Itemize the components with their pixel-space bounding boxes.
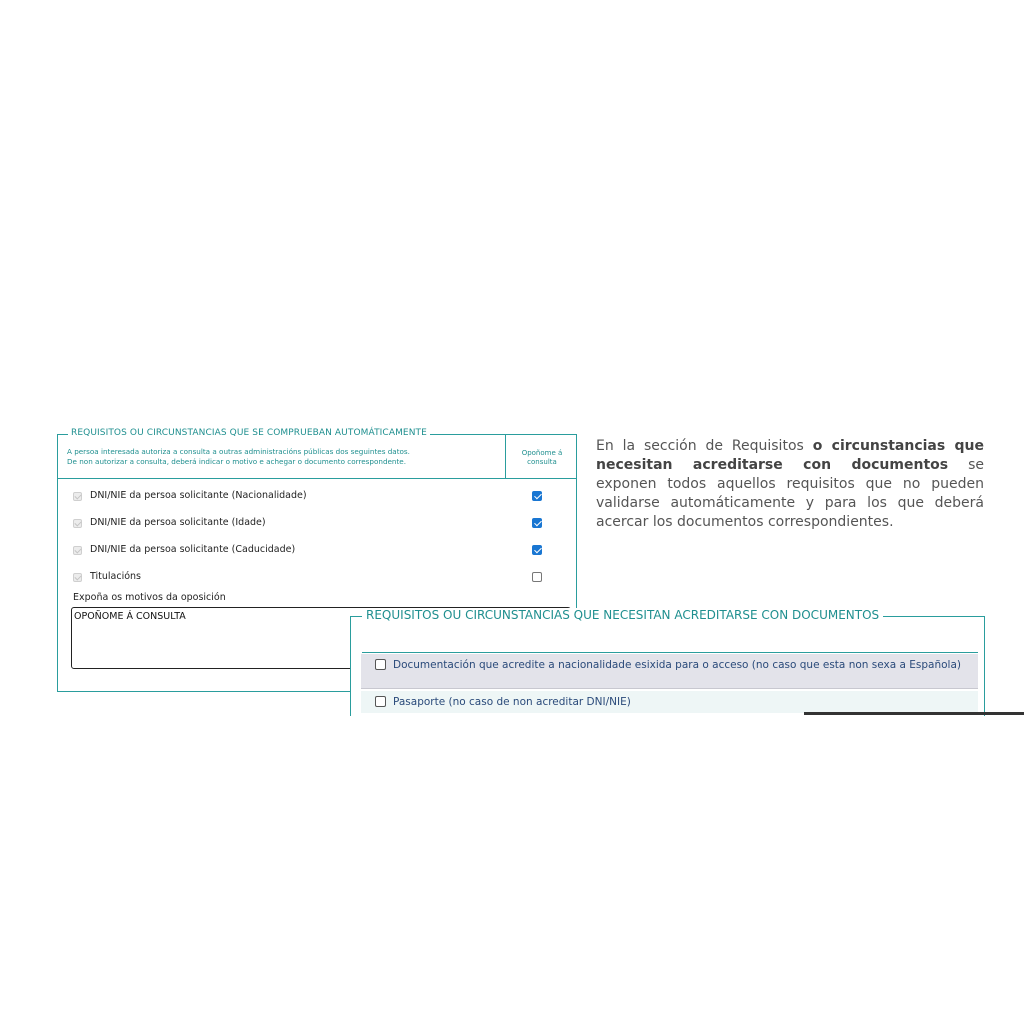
reasons-label: Expoña os motivos da oposición xyxy=(73,592,226,603)
doc-item-nationality[interactable] xyxy=(361,654,978,689)
disabled-checkbox xyxy=(73,573,82,582)
oppose-checkbox-expiry[interactable] xyxy=(532,545,542,555)
oppose-checkbox-qualifications[interactable] xyxy=(532,572,542,582)
doc-checkbox[interactable] xyxy=(375,659,386,670)
explanation-bold: o circunstancias que necesitan acreditarse con documentos xyxy=(596,438,984,473)
auto-row-expiry xyxy=(58,542,576,562)
docs-requirements-legend: REQUISITOS OU CIRCUNSTANCIAS QUE NECESITAN ACREDITARSE CON DOCUMENTOS xyxy=(362,608,883,622)
auto-row-qualifications xyxy=(58,569,576,589)
docs-requirements-panel xyxy=(350,608,985,716)
panel-border xyxy=(350,616,351,716)
oppose-checkbox-nationality[interactable] xyxy=(532,491,542,501)
auto-requirements-intro xyxy=(67,447,507,467)
auto-requirements-header xyxy=(58,435,576,479)
panel-border xyxy=(984,616,985,716)
oppose-checkbox-age[interactable] xyxy=(532,518,542,528)
auto-row-age xyxy=(58,515,576,535)
doc-item-label: Documentación que acredite a nacionalidade esixida para o acceso (no caso que esta non sexa a Española) xyxy=(393,659,961,671)
doc-item-passport[interactable] xyxy=(361,691,978,713)
auto-row-label: DNI/NIE da persoa solicitante (Idade) xyxy=(90,517,266,528)
auto-requirements-legend: REQUISITOS OU CIRCUNSTANCIAS QUE SE COMPRUEBAN AUTOMÁTICAMENTE xyxy=(68,428,430,438)
oppose-column-header: Opoñome á consulta xyxy=(521,449,563,466)
disabled-checkbox xyxy=(73,519,82,528)
auto-row-label: Titulacións xyxy=(90,571,142,582)
disabled-checkbox xyxy=(73,546,82,555)
auto-row-label: DNI/NIE da persoa solicitante (Caducidade) xyxy=(90,544,296,555)
reasons-textarea[interactable]: OPOÑOME Á CONSULTA xyxy=(71,607,571,669)
explanation-text-1: En la sección de Requisitos xyxy=(596,438,813,454)
doc-item-label: Pasaporte (no caso de non acreditar DNI/NIE) xyxy=(393,696,631,708)
intro-line-1: A persoa interesada autoriza a consulta a outras administracións públicas dos seguintes datos. xyxy=(67,447,410,456)
intro-line-2: De non autorizar a consulta, deberá indicar o motivo e achegar o documento correspondente. xyxy=(67,457,407,466)
auto-row-label: DNI/NIE da persoa solicitante (Nacionalidade) xyxy=(90,490,307,501)
docs-header-divider xyxy=(362,652,978,653)
auto-row-nationality xyxy=(58,488,576,508)
disabled-checkbox xyxy=(73,492,82,501)
doc-checkbox[interactable] xyxy=(375,696,386,707)
horizontal-scrollbar[interactable] xyxy=(804,712,1024,715)
explanation-paragraph xyxy=(596,437,984,532)
explanation-text-2: se exponen todos aquellos requisitos que no pueden validarse automáticamente y para los que deberá acercar los documentos correspondientes. xyxy=(596,457,985,530)
